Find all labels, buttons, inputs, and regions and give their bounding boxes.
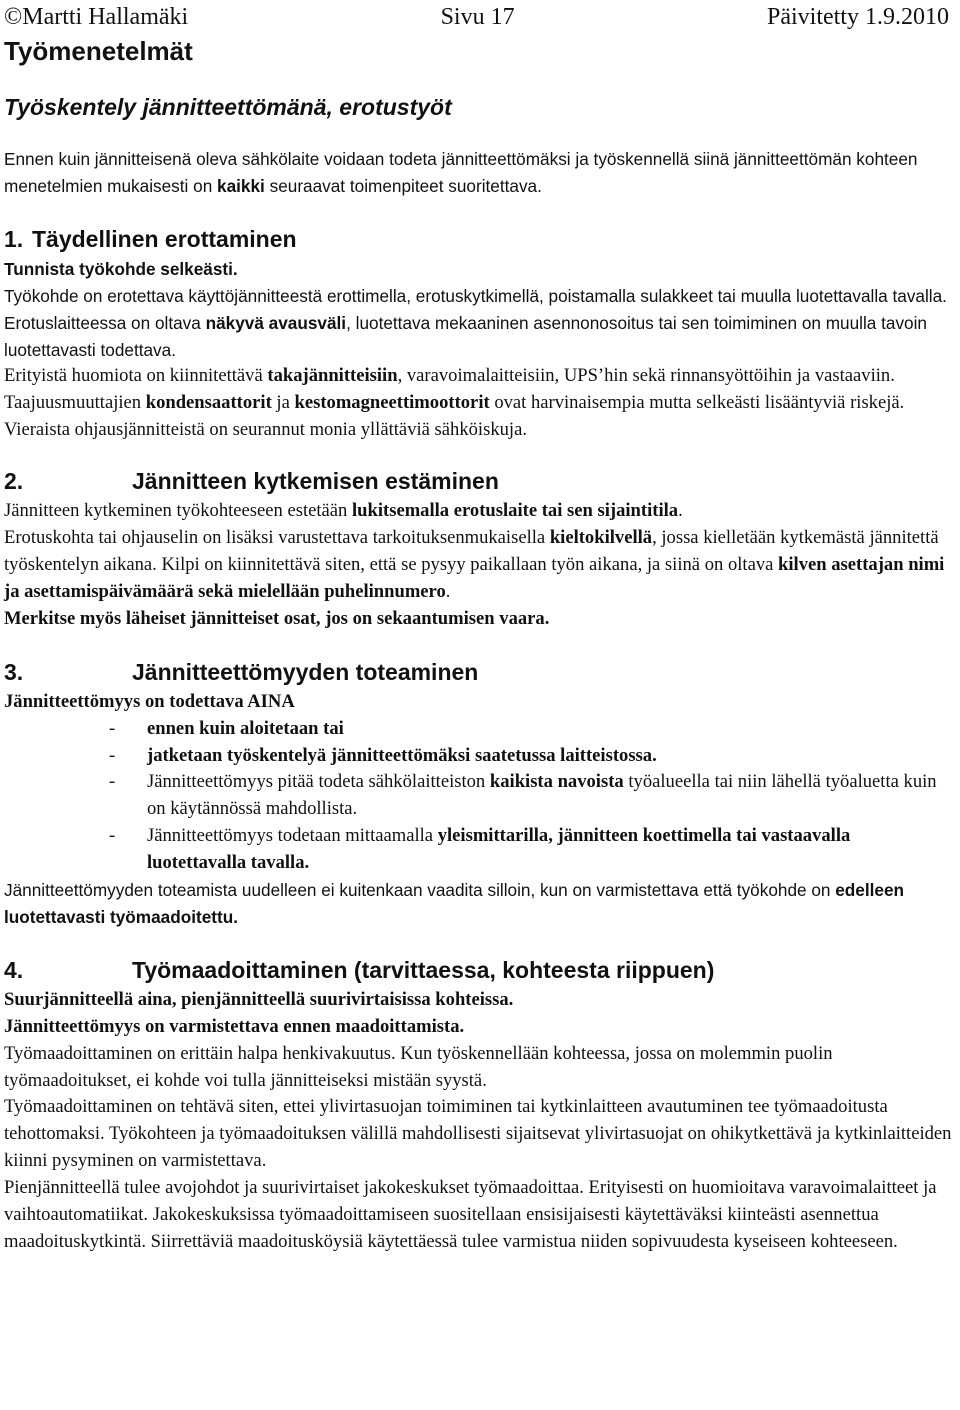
document-subtitle: Työskentely jännitteettömänä, erotustyöt	[4, 94, 452, 120]
section-2-paragraph-2: Erotuskohta tai ohjauselin on lisäksi varustettava tarkoituksenmukaisella kieltokilvellä, jossa kielletään kytkemästä jännitettä työskentelyn aikana. Kilpi on kiinnitettävä siten, että se pysyy paikallaan työn aikana, ja siinä on oltava kilven asettajan nimi ja asettamispäivämäärä sekä mielellään puhelinnumero.	[4, 527, 945, 602]
section-1-subheading: Tunnista työkohde selkeästi.	[4, 258, 238, 279]
section-1-paragraph-1: Työkohde on erotettava käyttöjännitteestä erottimella, erotuskytkimellä, poistamalla sulakkeet tai muulla luotettavalla tavalla. Erotuslaitteessa on oltava näkyvä avausväli, luotettava mekaaninen asennonosoitus tai sen toimiminen on muulla tavoin luotettavasti todettava.	[4, 285, 947, 360]
copyright-notice: ©Martti Hallamäki	[4, 4, 189, 30]
section-2-heading: 2. Jännitteen kytkemisen estäminen	[4, 468, 499, 495]
update-date: Päivitetty 1.9.2010	[766, 4, 949, 30]
list-item: - jatketaan työskentelyä jännitteettömäksi saatetussa laitteistossa.	[109, 744, 657, 766]
section-4-paragraph-1: Työmaadoittaminen on erittäin halpa henkivakuutus. Kun työskennellään kohteessa, jossa on molemmin puolin työmaadoitukset, ei kohde voi tulla jännitteiseksi mistään syystä.	[4, 1042, 833, 1091]
section-3-subheading: Jännitteettömyys on todettava AINA	[4, 690, 295, 712]
section-1-heading: 1. Täydellinen erottaminen	[4, 225, 297, 252]
intro-paragraph: Ennen kuin jännitteisenä oleva sähkölaite voidaan todeta jännitteettömäksi ja työskennellä siinä jännitteettömän kohteen menetelmien mukaisesti on kaikki seuraavat toimenpiteet suoritettava.	[4, 149, 918, 196]
section-3-list	[4, 716, 954, 877]
section-2-paragraph-3: Merkitse myös läheiset jännitteiset osat, jos on sekaantumisen vaara.	[4, 607, 550, 629]
section-4-subheading-1: Suurjännitteellä aina, pienjännitteellä suurivirtaisissa kohteissa.	[4, 988, 514, 1010]
list-item: - Jännitteettömyys todetaan mittaamalla yleismittarilla, jännitteen koettimella tai vastaavalla luotettavalla tavalla.	[109, 825, 851, 874]
document-title: Työmenetelmät	[4, 36, 193, 66]
page-header	[4, 0, 949, 32]
section-4-paragraph-3: Pienjännitteellä tulee avojohdot ja suurivirtaiset jakokeskukset työmaadoittaa. Erityisesti on huomioitava varavoimalaitteet ja vaihtoautomatiikat. Jakokeskuksissa työmaadoittamiseen suositellaan ensisijaisesti käytettäväksi kiinteästi asennettua maadoituskytkintä. Siirrettäviä maadoitusköysiä käytettäessä tulee varmistua niiden sopivuudesta kyseiseen kohteeseen.	[4, 1177, 937, 1252]
section-4-subheading-2: Jännitteettömyys on varmistettava ennen maadoittamista.	[4, 1015, 465, 1037]
page-number: Sivu 17	[440, 4, 515, 30]
section-4-paragraph-2: Työmaadoittaminen on tehtävä siten, ettei ylivirtasuojan toimiminen tai kytkinlaitteen avautuminen tee työmaadoitusta tehottomaksi. Työkohteen ja työmaadoituksen välillä mahdollisesti sijaitsevat ylivirtasuojat on ohikytkettävä ja kytkinlaitteiden kiinni pysyminen on varmistettava.	[4, 1096, 952, 1172]
section-4-heading: 4. Työmaadoittaminen (tarvittaessa, kohteesta riippuen)	[4, 956, 715, 983]
section-3-heading: 3. Jännitteettömyyden toteaminen	[4, 658, 479, 685]
list-item: - Jännitteettömyys pitää todeta sähkölaitteiston kaikista navoista työalueella tai niin lähellä työaluetta kuin on käytännössä mahdollista.	[109, 771, 937, 820]
list-item: - ennen kuin aloitetaan tai	[109, 717, 344, 739]
section-1-paragraph-2: Erityistä huomiota on kiinnitettävä takajännitteisiin, varavoimalaitteisiin, UPS’hin sekä rinnansyöttöihin ja vastaaviin. Taajuusmuuttajien kondensaattorit ja kestomagneettimoottorit ovat harvinaisempia mutta selkeästi lisääntyviä riskejä. Vieraista ohjausjännitteistä on seurannut monia yllättäviä sähköiskuja.	[4, 365, 905, 441]
section-2-paragraph-1: Jännitteen kytkeminen työkohteeseen estetään lukitsemalla erotuslaite tai sen sijaintitila.	[4, 500, 683, 522]
section-3-paragraph: Jännitteettömyyden toteamista uudelleen ei kuitenkaan vaadita silloin, kun on varmistettava että työkohde on edelleen luotettavasti työmaadoitettu.	[4, 880, 905, 927]
document-page	[4, 0, 954, 1256]
